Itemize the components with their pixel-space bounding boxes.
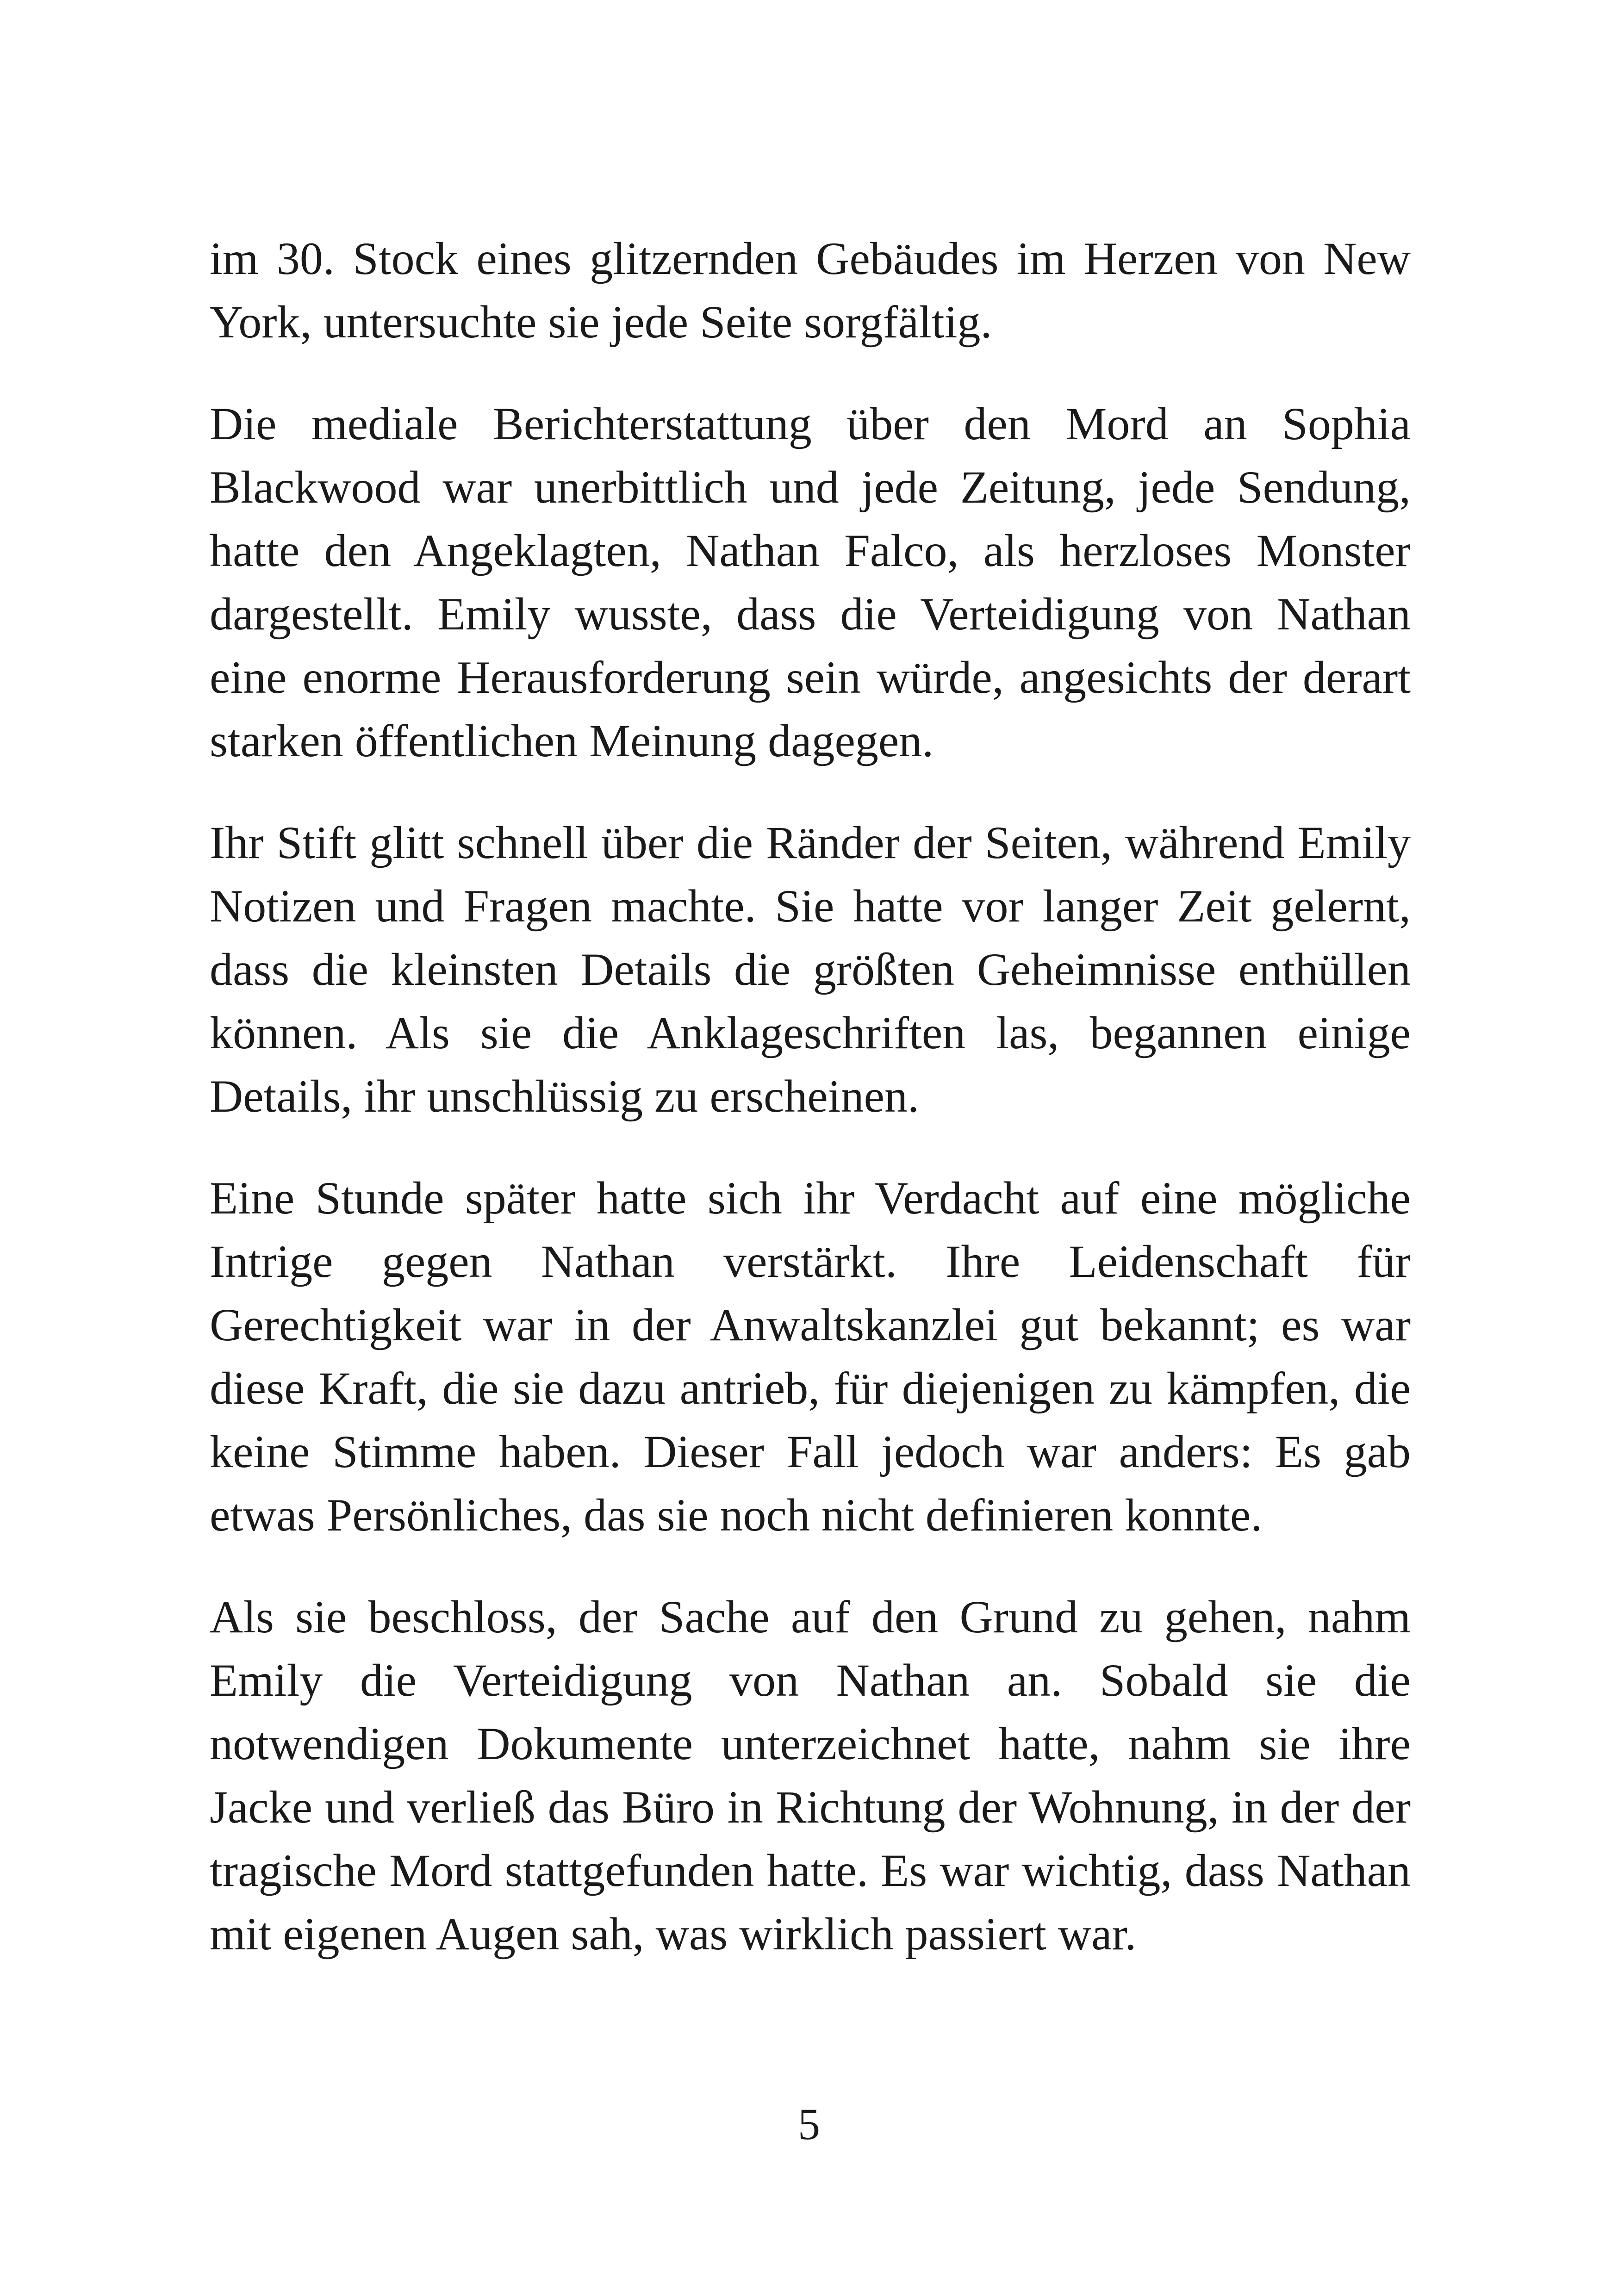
paragraph-4: Eine Stunde später hatte sich ihr Verdacht auf eine mögliche Intrige gegen Nathan verstärkt. Ihre Leidenschaft für Gerechtigkeit war in der Anwaltskanzlei gut bekannt; es war diese Kraft, die sie dazu antrieb, für diejenigen zu kämpfen, die keine Stimme haben. Dieser Fall jedoch war anders: Es gab etwas Persönliches, das sie noch nicht definieren konnte.: [210, 1172, 1411, 1541]
paragraph-2: Die mediale Berichterstattung über den Mord an Sophia Blackwood war unerbittlich und jede Zeitung, jede Sendung, hatte den Angeklagten, Nathan Falco, als herzloses Monster dargestellt. Emily wusste, dass die Verteidigung von Nathan eine enorme Herausforderung sein würde, angesichts der derart starken öffentlichen Meinung dagegen.: [210, 398, 1411, 766]
paragraph-1: im 30. Stock eines glitzernden Gebäudes im Herzen von New York, untersuchte sie jede Seite sorgfältig.: [210, 233, 1411, 348]
paragraph-3: Ihr Stift glitt schnell über die Ränder der Seiten, während Emily Notizen und Fragen machte. Sie hatte vor langer Zeit gelernt, dass die kleinsten Details die größten Geheimnisse enthüllen können. Als sie die Anklageschriften las, begannen einige Details, ihr unschlüssig zu erscheinen.: [210, 817, 1411, 1122]
body-text: [210, 227, 1411, 1966]
paragraph-5: Als sie beschloss, der Sache auf den Grund zu gehen, nahm Emily die Verteidigung von Nathan an. Sobald sie die notwendigen Dokumente unterzeichnet hatte, nahm sie ihre Jacke und verließ das Büro in Richtung der Wohnung, in der der tragische Mord stattgefunden hatte. Es war wichtig, dass Nathan mit eigenen Augen sah, was wirklich passiert war.: [210, 1591, 1411, 1960]
page-number: 5: [798, 2099, 820, 2149]
